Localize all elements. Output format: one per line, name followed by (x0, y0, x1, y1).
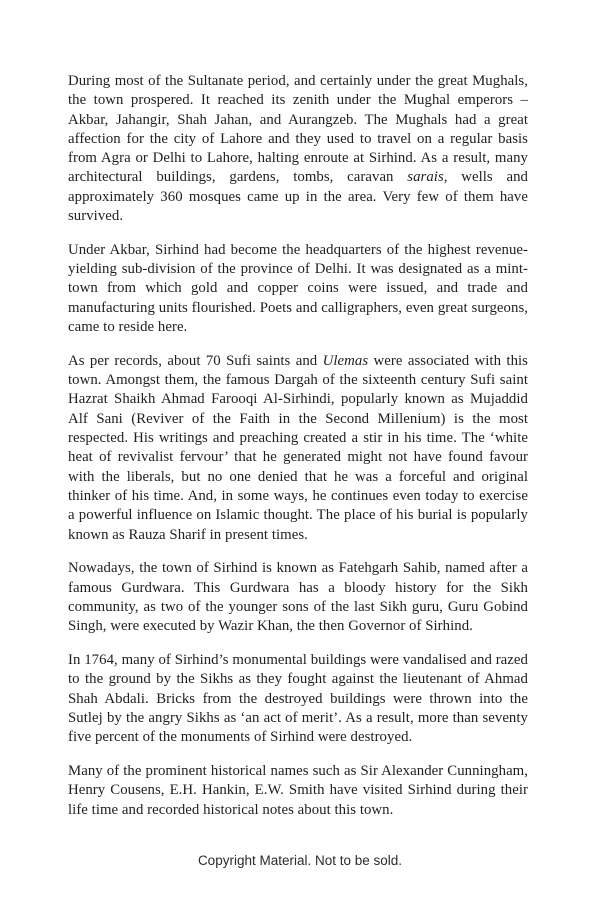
italic-text-run: Ulemas (322, 352, 369, 369)
paragraph-under-akbar (68, 241, 528, 337)
text-run: Nowadays, the town of Sirhind is known as Fatehgarh Sahib, named after a famous Gurdwara. This Gurdwara has a bloody history for the Sikh community, as two of the younger sons of the last Sikh guru, Guru Gobind Singh, were executed by Wazir Khan, the then Governor of Sirhind. (68, 560, 528, 635)
document-body (68, 72, 528, 820)
paragraph-1764-vandalism (68, 651, 528, 747)
text-run: In 1764, many of Sirhind’s monumental buildings were vandalised and razed to the ground by the Sikhs as they fought against the lieutenant of Ahmad Shah Abdali. Bricks from the destroyed buildings were thrown into the Sutlej by the angry Sikhs as ‘an act of merit’. As a result, more than seventy five percent of the monuments of Sirhind were destroyed. (68, 652, 528, 746)
text-run: As per records, about 70 Sufi saints and (68, 352, 323, 369)
text-run: During most of the Sultanate period, and certainly under the great Mughals, the town prospered. It reached its zenith under the Mughal emperors – Akbar, Jahangir, Shah Jahan, and Aurangzeb. The Mughals had a great affection for the city of Lahore and they used to travel on a regular basis from Agra or Delhi to Lahore, halting enroute at Sirhind. As a result, many architectural buildings, gardens, tombs, caravan (68, 73, 528, 186)
paragraph-historians (68, 762, 528, 820)
paragraph-sultanate-mughals (68, 72, 528, 226)
text-run: were associated with this town. Amongst them, the famous Dargah of the sixteenth century Sufi saint Hazrat Shaikh Ahmad Farooqi Al-Sirhindi, popularly known as Mujaddid Alf Sani (Reviver of the Faith in the Second Millenium) is the most respected. His writings and preaching created a stir in his time. The ‘white heat of revivalist fervour’ that he generated might not have found favour with the liberals, but no one denied that he was a forceful and original thinker of his time. And, in some ways, he continues even today to exercise a powerful influence on Islamic thought. The place of his burial is popularly known as Rauza Sharif in present times. (68, 352, 528, 543)
italic-text-run: sarais (407, 169, 444, 186)
text-run: Many of the prominent historical names such as Sir Alexander Cunningham, Henry Cousens, E.H. Hankin, E.W. Smith have visited Sirhind during their life time and recorded historical notes about this town. (68, 763, 528, 818)
paragraph-sufi-saints (68, 352, 528, 545)
text-run: , wells and approximately 360 mosques came up in the area. Very few of them have survived. (68, 169, 529, 225)
paragraph-fatehgarh-sahib (68, 559, 528, 636)
copyright-footer: Copyright Material. Not to be sold. (197, 853, 403, 868)
text-run: Under Akbar, Sirhind had become the headquarters of the highest revenue-yielding sub-division of the province of Delhi. It was designated as a mint-town from which gold and copper coins were issued, and trade and manufacturing units flourished. Poets and calligraphers, even great surgeons, came to reside here. (68, 241, 528, 336)
